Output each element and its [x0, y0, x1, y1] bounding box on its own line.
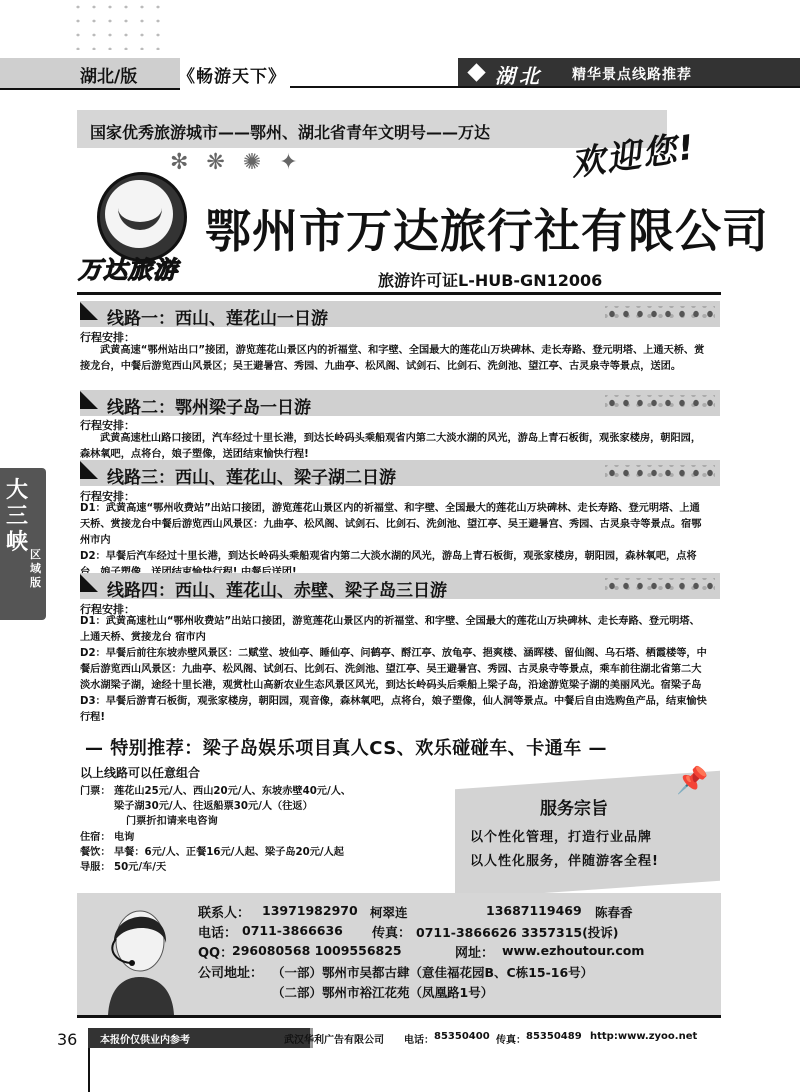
service-line-1: 以个性化管理，打造行业品牌: [470, 830, 653, 845]
service-line-2: 以人性化服务，伴随游客全程!: [470, 854, 659, 869]
contact-name-2: 陈春香: [595, 905, 633, 920]
route-2-text: [80, 431, 708, 463]
tel-label: 电话：: [198, 926, 238, 941]
route-1-title: 线路一：西山、莲花山一日游: [107, 309, 328, 329]
tickets-line-2: 梁子湖30元/人、往返船票30元/人（往返）: [114, 801, 313, 812]
route-3-text: [80, 501, 708, 581]
triangle-icon: [80, 391, 98, 409]
operator-avatar: [88, 893, 193, 1015]
route-4-line-d2: D2：早餐后前往东坡赤壁风景区：二赋堂、坡仙亭、睡仙亭、问鹤亭、酹江亭、放龟亭、挹爽楼、涵晖楼、留仙阁、乌石塔、栖霞楼等，中餐后游览西山风景区：九曲亭、松风阁、试剑石、比剑石、洗剑池、望江亭、吴王避暑宫、秀园、古灵泉寺等景点，乘车前往湖北省第二大淡水湖梁子湖，途经十里长港，观赏杜山高新农业生态风景区风光，到达长岭码头后乘船上梁子岛，沿途游览梁子湖的美丽风光。宿梁子岛: [80, 648, 707, 691]
footer-fax: 85350489: [526, 1031, 582, 1042]
contact-name-1: 柯翠连: [370, 905, 408, 920]
contact-phone-1[interactable]: 13971982970: [262, 903, 358, 918]
route-4-title: 线路四：西山、莲花山、赤壁、梁子岛三日游: [107, 581, 447, 601]
address-label: 公司地址：: [198, 966, 264, 981]
stay-label: 住宿：: [80, 832, 111, 843]
side-tab-subtitle: 区域版: [30, 548, 41, 589]
triangle-icon: [80, 574, 98, 592]
header-right-title: 精华景点线路推荐: [572, 67, 692, 83]
meals-value: 早餐：6元/人、正餐16元/人起、梁子岛20元/人起: [114, 847, 344, 858]
address-2: （二部）鄂州市裕江花苑（凤凰路1号）: [272, 985, 494, 1000]
route-2-label: 行程安排：: [80, 419, 135, 432]
header-rule: [290, 86, 800, 88]
footer-tel: 85350400: [434, 1031, 490, 1042]
contact-phone-2[interactable]: 13687119469: [486, 903, 582, 918]
fax-value: 0711-3866626 3357315(投诉): [416, 925, 619, 940]
dots-decoration-icon: [605, 395, 715, 411]
triangle-icon: [80, 302, 98, 320]
route-1-line: 武黄高速“鄂州站出口”接团，游览莲花山景区内的祈福堂、和字壁、全国最大的莲花山万块碑林、走长寿路、登元明塔、上通天桥、赏接龙台，中餐后游览西山风景区；吴王避暑宫、秀园、九曲亭、松风阁、试剑石、比剑石、洗剑池、望江亭、古灵泉寺等景点，送团。: [80, 345, 705, 372]
divider: [77, 292, 721, 295]
route-1-text: [80, 343, 708, 375]
tickets-label: 门票：: [80, 786, 111, 797]
page-number: 36: [57, 1030, 78, 1049]
meals-label: 餐饮：: [80, 847, 111, 858]
qq-value: 296080568 1009556825: [232, 943, 402, 958]
route-3-line-d1: D1：武黄高速“鄂州收费站”出站口接团，游览莲花山景区内的祈福堂、和字壁、全国最大的莲花山万块碑林、走长寿路、登元明塔、上通天桥、赏接龙台中餐后游览西山风景区：九曲亭、松风阁、试剑石、比剑石、洗剑池、望江亭、吴王避暑宫、秀园、古灵泉寺等景点。宿鄂州市内: [80, 503, 702, 546]
service-title: 服务宗旨: [540, 799, 608, 819]
route-4-label: 行程安排：: [80, 603, 135, 616]
route-3-line-d2: D2：早餐后汽车经过十里长港，到达长岭码头乘船观省内第二大淡水湖的风光，游岛上青石板街，观张家楼房，朝阳园，森林氧吧，点将: [80, 551, 697, 562]
footer-web[interactable]: http:www.zyoo.net: [590, 1031, 698, 1042]
side-tab-title: 大三峡: [6, 478, 29, 555]
web-label: 网址：: [455, 946, 495, 961]
route-2-line: 武黄高速杜山路口接团，汽车经过十里长港，到达长岭码头乘船观省内第二大淡水湖的风光，游岛上青石板街，观张家楼房，朝阳园，森林氧吧，点将台，娘子塑像，送团结束愉快行程!: [80, 433, 702, 460]
footer-reference: 本报价仅供业内参考: [100, 1035, 190, 1046]
web-link[interactable]: www.ezhoutour.com: [502, 943, 645, 958]
route-2-title: 线路二：鄂州梁子岛一日游: [107, 398, 311, 418]
header-brand: 《畅游天下》: [178, 67, 286, 87]
special-recommend: — 特别推荐：梁子岛娱乐项目真人CS、欢乐碰碰车、卡通车 —: [85, 738, 608, 759]
pushpin-icon: 📌: [676, 766, 709, 796]
welcome-text: 欢迎您!: [568, 127, 699, 185]
tickets-note: 门票折扣请来电咨询: [126, 816, 218, 827]
star-decoration-icon: ✻❋✺✦: [170, 150, 316, 175]
fax-label: 传真：: [372, 926, 412, 941]
dots-decoration-icon: [605, 578, 715, 594]
footer-publisher: 武汉华利广告有限公司: [284, 1035, 384, 1046]
dots-decoration-icon: [605, 306, 715, 322]
qq-label: QQ：: [198, 946, 234, 961]
tickets-line-1: 莲花山25元/人、西山20元/人、东坡赤壁40元/人、: [114, 786, 352, 797]
triangle-icon: [80, 461, 98, 479]
guide-value: 50元/车/天: [114, 862, 167, 873]
footer-rule: [88, 1048, 90, 1092]
address-1: （一部）鄂州市吴都古肆（意佳福花园B、C栋15-16号）: [272, 965, 594, 980]
dots-decoration-icon: [605, 465, 715, 481]
combo-note: 以上线路可以任意组合: [80, 766, 201, 780]
logo-name: 万达旅游: [78, 256, 178, 284]
stay-value: 电询: [114, 832, 135, 843]
slogan: 国家优秀旅游城市——鄂州、湖北省青年文明号——万达: [90, 123, 491, 142]
footer-tel-label: 电话：: [404, 1035, 434, 1046]
route-4-line-d3: D3：早餐后游青石板街，观张家楼房，朝阳园，观音像，森林氧吧，点将台，娘子塑像，仙人洞等景点。中餐后自由选购鱼产品，结束愉快行程!: [80, 696, 707, 723]
header-right-province: 湖北: [495, 64, 543, 88]
route-3-title: 线路三：西山、莲花山、梁子湖二日游: [107, 468, 396, 488]
company-name: 鄂州市万达旅行社有限公司: [205, 204, 769, 258]
guide-label: 导服：: [80, 862, 111, 873]
route-4-line-d1: D1：武黄高速杜山“鄂州收费站”出站口接团，游览莲花山景区内的祈福堂、和字壁、全国最大的莲花山万块碑林、走长寿路、登元明塔、上通天桥、赏接龙台 宿市内: [80, 616, 700, 643]
header-province: 湖北/版: [80, 67, 138, 87]
route-3-label: 行程安排：: [80, 490, 135, 503]
tel-value[interactable]: 0711-3866636: [242, 923, 343, 938]
route-1-label: 行程安排：: [80, 331, 135, 344]
decorative-dots: [70, 0, 165, 50]
route-4-text: [80, 614, 708, 726]
license-number: 旅游许可证L-HUB-GN12006: [378, 271, 603, 290]
contact-person-label: 联系人：: [198, 906, 251, 921]
footer-fax-label: 传真：: [496, 1035, 526, 1046]
